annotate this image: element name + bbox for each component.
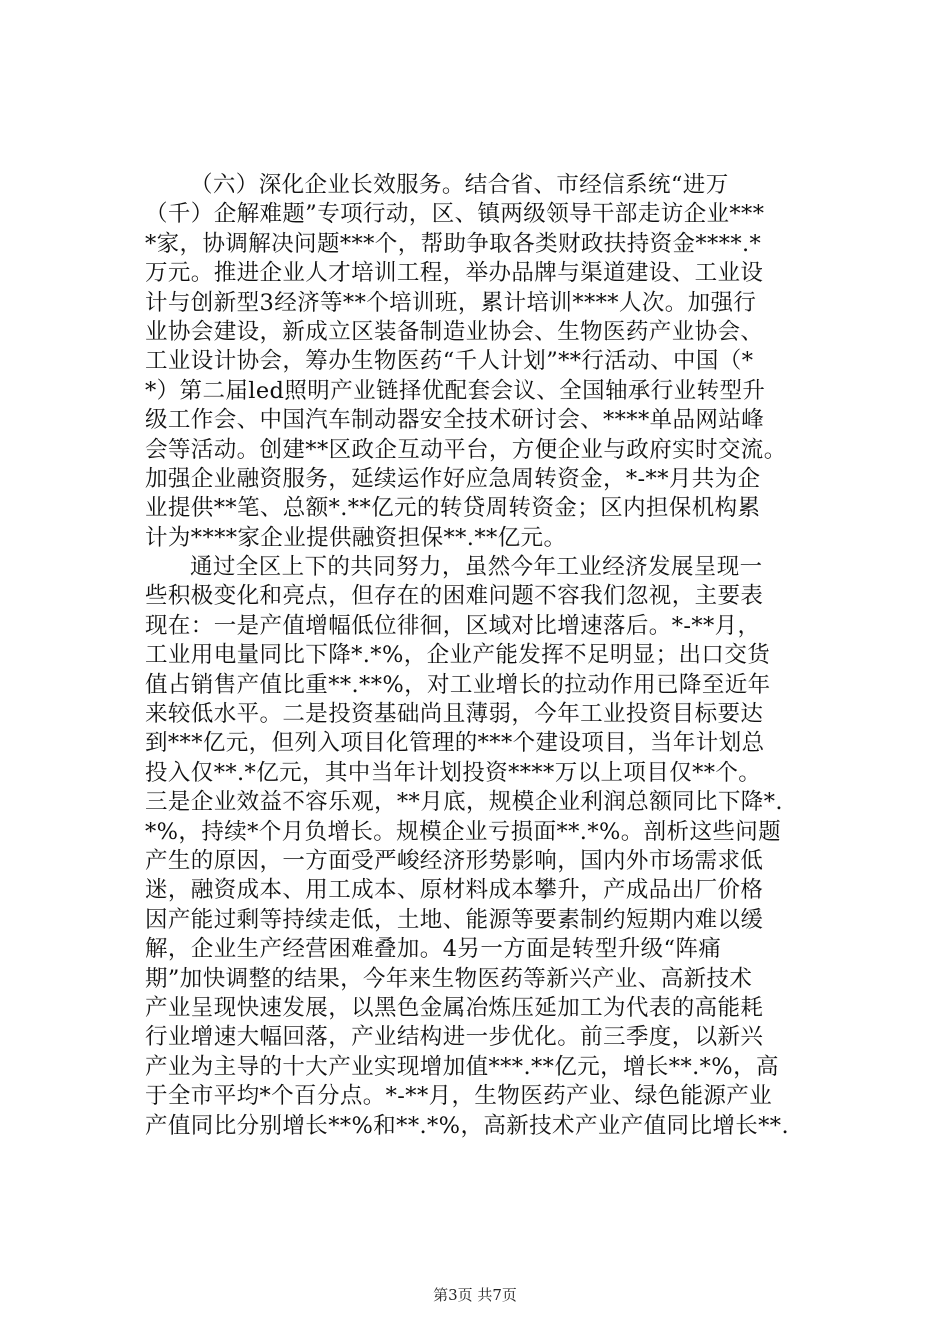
text-line: 行业增速大幅回落，产业结构进一步优化。前三季度，以新兴 [145, 1024, 764, 1051]
text-line: 现在：一是产值增幅低位徘徊，区域对比增速落后。*-**月， [145, 612, 761, 639]
text-line: 期”加快调整的结果，今年来生物医药等新兴产业、高新技术 [145, 965, 753, 992]
text-line: 计为****家企业提供融资担保**.**亿元。 [145, 524, 567, 551]
text-line: （千）企解难题”专项行动，区、镇两级领导干部走访企业*** [145, 201, 765, 228]
text-line: 于全市平均*个百分点。*-**月，生物医药产业、绿色能源产业 [145, 1083, 773, 1110]
text-line: （六）深化企业长效服务。结合省、市经信系统“进万 [190, 172, 729, 198]
text-line: 产生的原因，一方面受严峻经济形势影响，国内外市场需求低 [145, 847, 764, 874]
text-line: 工业设计协会，筹办生物医药“千人计划”**行活动、中国（* [145, 348, 754, 375]
text-line: 投入仅**.*亿元，其中当年计划投资****万以上项目仅**个。 [145, 759, 762, 786]
text-line: 通过全区上下的共同努力，虽然今年工业经济发展呈现一 [190, 554, 763, 581]
text-line: 万元。推进企业人才培训工程，举办品牌与渠道建设、工业设 [145, 260, 764, 287]
document-body [145, 171, 831, 1141]
text-line: 加强企业融资服务，延续运作好应急周转资金，*-**月共为企 [145, 465, 761, 492]
paragraph-problems-analysis [145, 553, 831, 1141]
text-line: 三是企业效益不容乐观，**月底，规模企业利润总额同比下降*. [145, 789, 783, 816]
text-line: 因产能过剩等持续走低，土地、能源等要素制约短期内难以缓 [145, 906, 764, 933]
text-line: 会等活动。创建**区政企互动平台，方便企业与政府实时交流。 [145, 436, 787, 463]
text-line: 产业呈现快速发展，以黑色金属冶炼压延加工为代表的高能耗 [145, 994, 764, 1021]
text-line: 解，企业生产经营困难叠加。4另一方面是转型升级“阵痛 [145, 936, 722, 963]
text-line: 业协会建设，新成立区装备制造业协会、生物医药产业协会、 [145, 318, 764, 345]
text-line: 计与创新型3经济等**个培训班，累计培训****人次。加强行 [145, 289, 757, 316]
text-line: 些积极变化和亮点，但存在的困难问题不容我们忽视，主要表 [145, 583, 764, 610]
text-line: 迷，融资成本、用工成本、原材料成本攀升，产成品出厂价格 [145, 877, 764, 904]
text-line: 工业用电量同比下降*.*%，企业产能发挥不足明显；出口交货 [145, 642, 771, 669]
text-line: 业提供**笔、总额*.**亿元的转贷周转资金；区内担保机构累 [145, 495, 761, 522]
text-line: 产值同比分别增长**%和**.*%，高新技术产业产值同比增长**. [145, 1112, 790, 1139]
text-line: 级工作会、中国汽车制动器安全技术研讨会、****单品网站峰 [145, 407, 765, 434]
text-line: 值占销售产值比重**.**%，对工业增长的拉动作用已降至近年 [145, 671, 771, 698]
text-line: *家，协调解决问题***个，帮助争取各类财政扶持资金****.* [145, 230, 762, 257]
text-line: 产业为主导的十大产业实现增加值***.**亿元，增长**.*%，高 [145, 1053, 779, 1080]
text-line: *%，持续*个月负增长。规模企业亏损面**.*%。剖析这些问题 [145, 818, 782, 845]
page-number-footer: 第3页 共7页 [433, 1286, 517, 1304]
paragraph-enterprise-service [145, 171, 831, 553]
text-line: *）第二届led照明产业链择优配套会议、全国轴承行业转型升 [145, 377, 766, 404]
text-line: 来较低水平。二是投资基础尚且薄弱，今年工业投资目标要达 [145, 701, 764, 728]
text-line: 到***亿元，但列入项目化管理的***个建设项目，当年计划总 [145, 730, 765, 757]
